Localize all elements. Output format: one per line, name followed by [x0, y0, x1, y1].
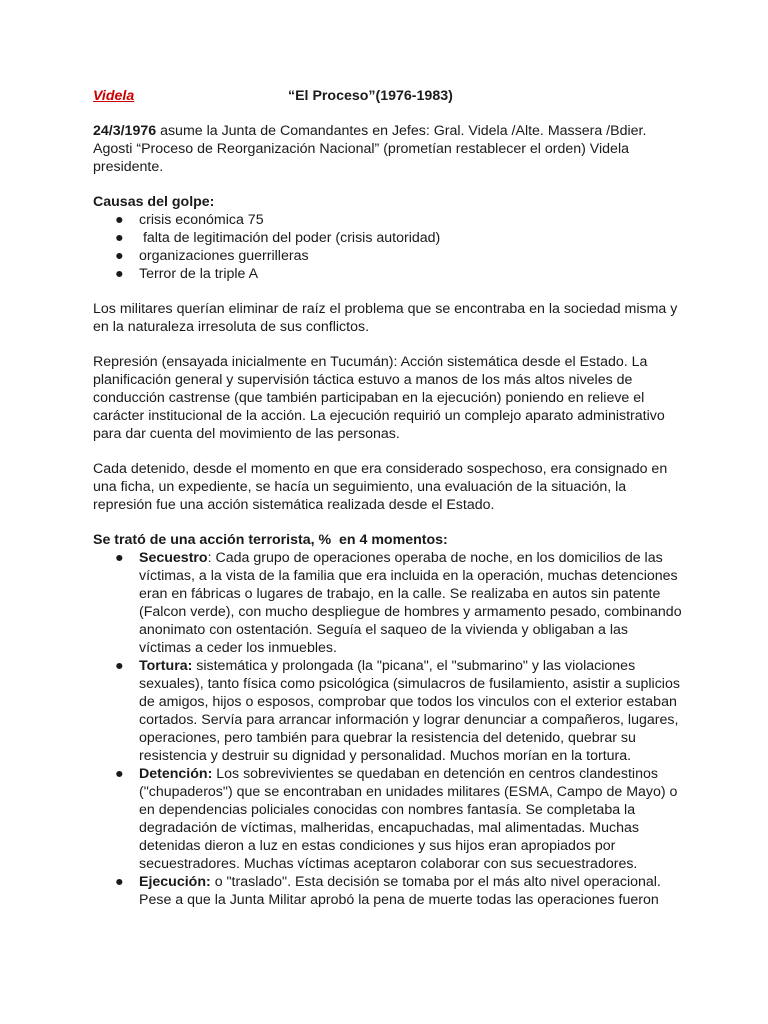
item-text: : Cada grupo de operaciones operaba de noche, en los domicilios de las víctimas, a la vista de la familia que era incluida en la operación, muchas detenciones eran en fábricas o lugares de trabajo, en la calle. Se realizaba en autos sin patente (Falcon verde), con mucho despliegue de hombres y armamento pesado, combinando anonimato con ostentación. Seguía el saqueo de la vivienda y obligaban a las víctimas a ceder los inmuebles. [139, 550, 682, 656]
causas-list [93, 211, 683, 283]
document-page [93, 87, 683, 909]
item-text: Los sobrevivientes se quedaban en detención en centros clandestinos ("chupaderos") que se encontraban en unidades militares (ESMA, Campo de Mayo) o en dependencias policiales conocidas con nombres fantasía. Se completaba la degradación de víctimas, malheridas, encapuchadas, mal alimentadas. Muchas detenidas dieron a luz en estas condiciones y sus hijos eran apropiados por secuestradores. Muchas víctimas aceptaron colaborar con sus secuestradores. [139, 766, 678, 872]
intro-paragraph [93, 122, 683, 176]
causas-heading: Causas del golpe: [93, 194, 215, 210]
list-item [93, 549, 683, 657]
paragraph: Los militares querían eliminar de raíz el problema que se encontraba en la sociedad misma y en la naturaleza irresoluta de sus conflictos. [93, 301, 678, 335]
paragraph: Represión (ensayada inicialmente en Tucumán): Acción sistemática desde el Estado. La planificación general y supervisión táctica estuvo a manos de los más altos niveles de conducción castrense (que también participaban en la ejecución) poniendo en relieve el carácter institucional de la acción. La ejecución requirió un complejo aparato administrativo para dar cuenta del movimiento de las personas. [93, 354, 665, 442]
list-item [93, 765, 683, 873]
item-term: Tortura: [139, 658, 193, 674]
bullet-icon: ● [115, 874, 124, 890]
list-item: ● falta de legitimación del poder (crisis autoridad) [115, 230, 441, 246]
title-row [93, 87, 683, 105]
momentos-heading: Se trató de una acción terrorista, % en 4 momentos: [93, 532, 448, 548]
list-item: ● organizaciones guerrilleras [115, 248, 309, 264]
list-item [93, 657, 683, 765]
item-term: Detención: [139, 766, 213, 782]
list-item: ● crisis económica 75 [115, 212, 264, 228]
intro-text: asume la Junta de Comandantes en Jefes: Gral. Videla /Alte. Massera /Bdier. Agosti “Proceso de Reorganización Nacional” (prometían restablecer el orden) Videla presidente. [93, 123, 647, 175]
list-item: ● Terror de la triple A [115, 266, 259, 282]
bullet-icon: ● [115, 766, 124, 782]
paragraph: Cada detenido, desde el momento en que era considerado sospechoso, era consignado en una ficha, un expediente, se hacía un seguimiento, una evaluación de la situación, la represión fue una acción sistemática realizada desde el Estado. [93, 461, 668, 513]
bullet-icon: ● [115, 658, 124, 674]
intro-date: 24/3/1976 [93, 123, 157, 139]
title-name: Videla [93, 88, 135, 104]
page-title: “El Proceso”(1976-1983) [288, 88, 453, 104]
bullet-icon: ● [115, 266, 124, 282]
item-text: o "traslado". Esta decisión se tomaba por el más alto nivel operacional. Pese a que la Junta Militar aprobó la pena de muerte todas las operaciones fueron [139, 874, 661, 908]
item-text: sistemática y prolongada (la "picana", el "submarino" y las violaciones sexuales), tanto física como psicológica (simulacros de fusilamiento, asistir a suplicios de amigos, hijos o esposos, comprobar que todos los vinculos con el exterior estaban cortados. Servía para arrancar información y lograr denunciar a compañeros, lugares, operaciones, pero también para quebrar la resistencia del detenido, quebrar su resistencia y destruir su dignidad y personalidad. Muchos morían en la tortura. [139, 658, 680, 764]
bullet-icon: ● [115, 212, 124, 228]
list-item [93, 873, 683, 909]
item-term: Secuestro [139, 550, 208, 566]
bullet-icon: ● [115, 248, 124, 264]
bullet-icon: ● [115, 550, 124, 566]
item-term: Ejecución: [139, 874, 211, 890]
bullet-icon: ● [115, 230, 124, 246]
momentos-list [93, 549, 683, 909]
